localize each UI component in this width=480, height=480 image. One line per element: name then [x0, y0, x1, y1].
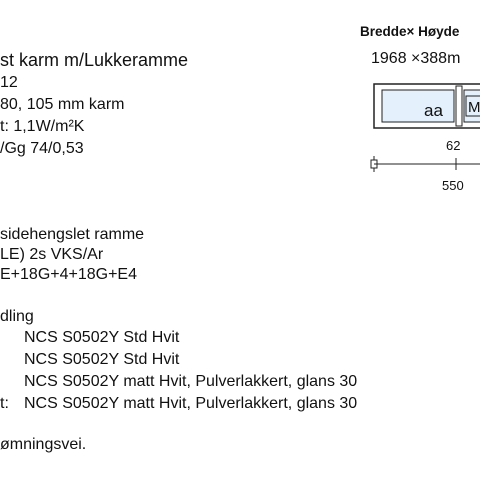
dim-small-label: 62 [446, 138, 461, 153]
finish-heading: dling [0, 308, 34, 325]
product-line-2: 80, 105 mm karm [0, 96, 125, 113]
finish-row-value: NCS S0502Y Std Hvit [24, 329, 180, 346]
finish-row-label: t: [0, 395, 9, 412]
product-line-3: t: 1,1W/m²K [0, 118, 85, 135]
window-mullion [456, 86, 462, 126]
pane-right-label: M [468, 99, 480, 116]
product-title: st karm m/Lukkeramme [0, 50, 189, 70]
window-drawing [360, 78, 480, 200]
dim-large-label: 550 [442, 178, 464, 193]
glass-line-1: sidehengslet ramme [0, 226, 145, 243]
glass-line-3: E+18G+4+18G+E4 [0, 266, 137, 283]
finish-row-value: NCS S0502Y matt Hvit, Pulverlakkert, glans 30 [24, 373, 358, 390]
product-line-1: 12 [0, 74, 18, 91]
window-pane-left [382, 90, 454, 122]
glass-line-2: LE) 2s VKS/Ar [0, 246, 104, 263]
product-line-4: /Gg 74/0,53 [0, 140, 84, 157]
dimensions-value: 1968 ×388m [371, 50, 461, 67]
escape-route-note: ømningsvei. [0, 436, 87, 453]
dimensions-header: Bredde× Høyde [360, 24, 460, 39]
pane-left-label: aa [424, 101, 443, 120]
finish-row-value: NCS S0502Y Std Hvit [24, 351, 180, 368]
finish-row-value: NCS S0502Y matt Hvit, Pulverlakkert, glans 30 [24, 395, 358, 412]
